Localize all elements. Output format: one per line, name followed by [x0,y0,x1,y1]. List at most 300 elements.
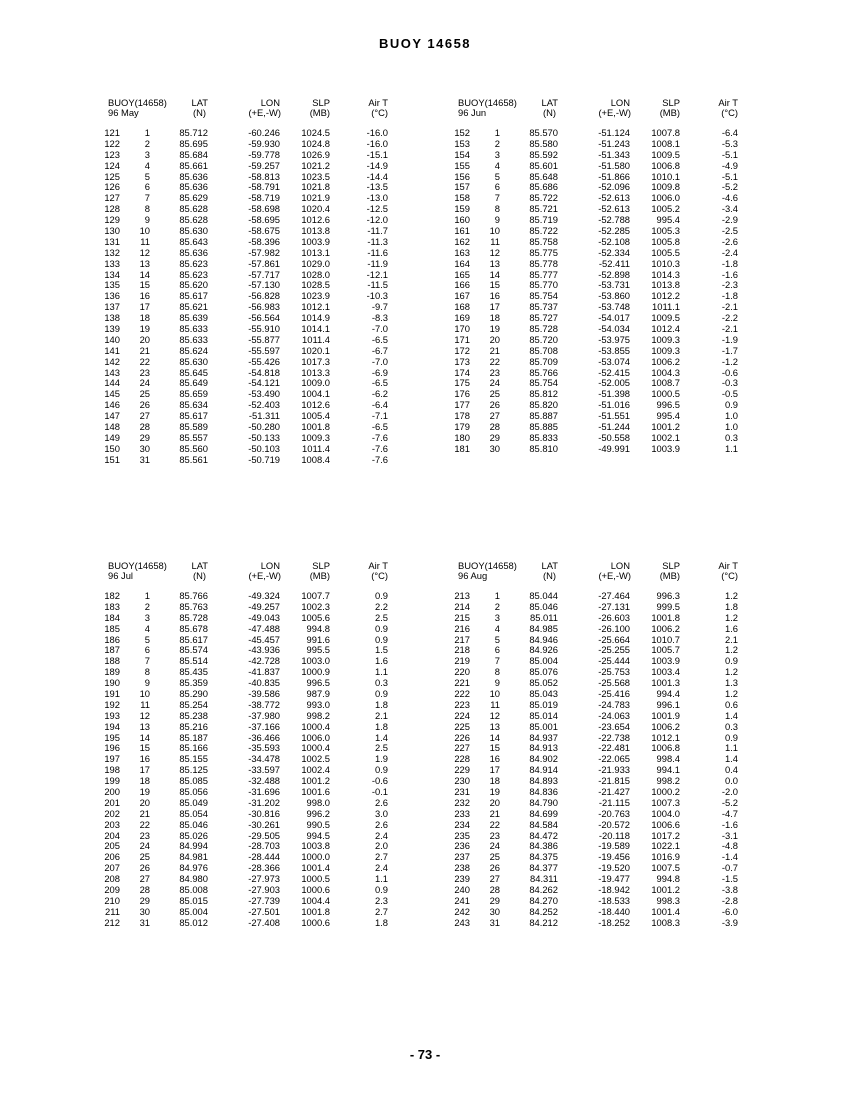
slp-cell: 1008.1 [651,137,680,149]
air-temp-cell: -3.9 [721,916,738,928]
lat-cell: 85.763 [179,600,208,612]
lat-cell: 84.270 [529,894,558,906]
air-temp-cell: 0.9 [724,655,738,667]
day-cell: 1 [494,127,500,138]
day-of-year-cell: 196 [104,742,120,754]
day-cell: 5 [494,633,500,645]
lon-cell: -58.698 [248,203,280,215]
day-of-year-cell: 201 [104,796,120,808]
day-of-year-cell: 175 [454,377,470,389]
day-of-year-cell: 215 [454,611,470,623]
header-lat: LAT [541,560,558,571]
day-of-year-cell: 203 [104,818,120,830]
day-of-year-cell: 239 [454,873,470,885]
lon-cell: -52.096 [598,181,630,193]
air-temp-cell: -7.0 [371,323,388,335]
day-cell: 25 [489,851,500,863]
slp-cell: 996.5 [306,677,330,689]
column-header [100,98,440,118]
air-temp-cell: 0.9 [724,731,738,743]
slp-cell: 1028.0 [301,268,330,280]
slp-cell: 990.5 [306,818,330,830]
day-cell: 12 [139,709,150,721]
header-air-temp: Air T [718,560,738,571]
air-temp-cell: -14.9 [366,159,388,171]
day-of-year-cell: 209 [104,884,120,896]
air-temp-cell: -6.0 [721,905,738,917]
slp-cell: 1012.4 [651,323,680,335]
air-temp-cell: -16.0 [366,127,388,138]
lon-cell: -56.828 [248,290,280,302]
slp-cell: 1024.5 [301,127,330,138]
day-cell: 26 [489,399,500,411]
lat-cell: 85.754 [529,377,558,389]
lon-cell: -36.466 [248,731,280,743]
day-cell: 28 [139,884,150,896]
air-temp-cell: -3.8 [721,884,738,896]
lon-cell: -52.415 [598,366,630,378]
day-cell: 1 [144,127,150,138]
air-temp-cell: -6.4 [721,127,738,138]
lon-cell: -54.121 [248,377,280,389]
lon-cell: -25.664 [598,633,630,645]
air-temp-cell: 0.9 [374,590,388,601]
air-temp-cell: 2.5 [374,611,388,623]
air-temp-cell: 1.3 [724,677,738,689]
day-of-year-cell: 228 [454,753,470,765]
lat-cell: 85.561 [179,453,208,465]
slp-cell: 1010.3 [651,257,680,269]
lat-cell: 85.633 [179,333,208,345]
slp-cell: 1001.2 [301,775,330,787]
lon-cell: -20.763 [598,807,630,819]
day-cell: 23 [489,829,500,841]
header-lon-unit: (+E,-W) [598,107,631,118]
slp-cell: 1008.4 [301,453,330,465]
air-temp-cell: 1.2 [724,666,738,678]
lon-cell: -19.589 [598,840,630,852]
lat-cell: 84.976 [179,862,208,874]
day-of-year-cell: 167 [454,290,470,302]
lat-cell: 85.514 [179,655,208,667]
header-air-temp-unit: (°C) [371,570,388,581]
day-of-year-cell: 173 [454,355,470,367]
day-cell: 12 [139,246,150,258]
lat-cell: 85.636 [179,181,208,193]
slp-cell: 1009.5 [651,148,680,160]
lat-cell: 85.004 [529,655,558,667]
lon-cell: -51.866 [598,170,630,182]
day-of-year-cell: 221 [454,677,470,689]
lat-cell: 85.686 [529,181,558,193]
table-row [450,722,790,733]
day-of-year-cell: 182 [104,590,120,601]
day-cell: 18 [139,775,150,787]
slp-cell: 1001.2 [651,421,680,433]
lat-cell: 84.980 [179,873,208,885]
lat-cell: 85.049 [179,796,208,808]
day-cell: 21 [139,807,150,819]
lat-cell: 85.777 [529,268,558,280]
lat-cell: 85.166 [179,742,208,754]
lat-cell: 84.377 [529,862,558,874]
lat-cell: 85.054 [179,807,208,819]
lat-cell: 84.893 [529,775,558,787]
lat-cell: 85.695 [179,137,208,149]
header-air-temp: Air T [368,560,388,571]
lon-cell: -26.603 [598,611,630,623]
day-of-year-cell: 177 [454,399,470,411]
day-of-year-cell: 160 [454,214,470,226]
header-air-temp-unit: (°C) [721,107,738,118]
day-cell: 23 [489,366,500,378]
day-cell: 6 [494,181,500,193]
lon-cell: -54.034 [598,323,630,335]
lat-cell: 85.592 [529,148,558,160]
lat-cell: 84.311 [530,873,558,885]
air-temp-cell: -11.6 [367,246,388,258]
header-lon-unit: (+E,-W) [248,107,281,118]
header-lon: LON [610,560,630,571]
lat-cell: 85.634 [179,399,208,411]
lon-cell: -58.396 [248,235,280,247]
lat-cell: 85.019 [529,698,558,710]
lon-cell: -28.366 [248,862,280,874]
air-temp-cell: -1.5 [721,873,738,885]
day-of-year-cell: 169 [454,312,470,324]
lon-cell: -56.564 [248,312,280,324]
slp-cell: 1006.2 [651,355,680,367]
header-air-temp-unit: (°C) [371,107,388,118]
lon-cell: -52.285 [598,225,630,237]
slp-cell: 987.9 [306,688,330,700]
lon-cell: -45.457 [248,633,280,645]
day-cell: 20 [139,333,150,345]
air-temp-cell: 0.4 [724,764,738,776]
lon-cell: -33.597 [248,764,280,776]
lat-cell: 85.661 [179,159,208,171]
slp-cell: 998.3 [656,894,680,906]
day-cell: 5 [494,170,500,182]
slp-cell: 1009.3 [651,344,680,356]
day-cell: 30 [489,905,500,917]
header-slp-unit: (MB) [659,107,680,118]
day-of-year-cell: 227 [454,742,470,754]
day-of-year-cell: 231 [454,786,470,798]
day-of-year-cell: 181 [454,442,470,454]
lat-cell: 85.820 [529,399,558,411]
day-of-year-cell: 157 [454,181,470,193]
day-cell: 24 [139,377,150,389]
lon-cell: -37.980 [248,709,280,721]
day-cell: 27 [489,410,500,422]
slp-cell: 1012.6 [301,214,330,226]
air-temp-cell: -1.8 [721,257,738,269]
lon-cell: -21.427 [598,786,630,798]
day-cell: 1 [144,590,150,601]
slp-cell: 1003.8 [301,840,330,852]
lon-cell: -58.695 [248,214,280,226]
lat-cell: 85.885 [529,421,558,433]
lon-cell: -22.481 [598,742,630,754]
day-cell: 16 [489,753,500,765]
lat-cell: 85.719 [529,214,558,226]
day-of-year-cell: 218 [454,644,470,656]
slp-cell: 1008.7 [651,377,680,389]
lon-cell: -28.703 [248,840,280,852]
day-cell: 26 [139,399,150,411]
day-of-year-cell: 200 [104,786,120,798]
slp-cell: 995.4 [656,410,680,422]
page-title: BUOY 14658 [378,36,472,51]
day-of-year-cell: 188 [104,655,120,667]
slp-cell: 1000.6 [301,884,330,896]
day-cell: 17 [139,301,150,313]
lon-cell: -25.568 [598,677,630,689]
day-cell: 7 [494,192,500,204]
air-temp-cell: 3.0 [374,807,388,819]
slp-cell: 995.4 [656,214,680,226]
air-temp-cell: -7.6 [371,442,388,454]
lat-cell: 85.775 [529,246,558,258]
slp-cell: 1003.9 [651,442,680,454]
slp-cell: 1006.2 [651,720,680,732]
air-temp-cell: -6.7 [371,344,388,356]
lon-cell: -49.324 [248,590,280,601]
air-temp-cell: -6.2 [371,388,388,400]
table-row [450,444,790,455]
lon-cell: -53.855 [598,344,630,356]
day-of-year-cell: 205 [104,840,120,852]
lat-cell: 85.187 [179,731,208,743]
day-of-year-cell: 223 [454,698,470,710]
air-temp-cell: -5.1 [721,170,738,182]
day-cell: 11 [140,698,150,710]
day-of-year-cell: 129 [104,214,120,226]
header-lat-unit: (N) [542,107,556,118]
day-cell: 16 [139,290,150,302]
lat-cell: 85.728 [529,323,558,335]
lon-cell: -53.748 [598,301,630,313]
lon-cell: -49.257 [248,600,280,612]
day-cell: 18 [139,312,150,324]
lat-cell: 84.902 [529,753,558,765]
lon-cell: -35.593 [248,742,280,754]
table-row [450,624,790,635]
day-cell: 24 [139,840,150,852]
lon-cell: -18.440 [598,905,630,917]
lat-cell: 85.754 [529,290,558,302]
lat-cell: 84.914 [529,764,558,776]
air-temp-cell: -12.5 [366,203,388,215]
table-row [100,624,440,635]
header-lon-unit: (+E,-W) [248,570,281,581]
slp-cell: 1001.8 [651,611,680,623]
day-cell: 22 [139,355,150,367]
air-temp-cell: 1.2 [724,688,738,700]
air-temp-cell: -2.0 [721,786,738,798]
air-temp-cell: 0.3 [724,720,738,732]
day-of-year-cell: 238 [454,862,470,874]
lat-cell: 85.833 [529,431,558,443]
day-of-year-cell: 222 [454,688,470,700]
lat-cell: 85.012 [179,916,208,928]
slp-cell: 1006.8 [651,159,680,171]
air-temp-cell: 2.4 [374,862,388,874]
day-of-year-cell: 147 [104,410,120,422]
air-temp-cell: 0.0 [724,775,738,787]
day-of-year-cell: 163 [454,246,470,258]
day-cell: 17 [139,764,150,776]
air-temp-cell: 1.4 [724,753,738,765]
air-temp-cell: 2.6 [374,796,388,808]
day-cell: 11 [140,235,150,247]
day-cell: 12 [489,246,500,258]
air-temp-cell: 1.2 [724,590,738,601]
air-temp-cell: 1.1 [724,442,738,454]
slp-cell: 1005.7 [651,644,680,656]
slp-cell: 1012.1 [651,731,680,743]
air-temp-cell: 2.7 [374,851,388,863]
lat-cell: 84.981 [179,851,208,863]
air-temp-cell: -5.3 [721,137,738,149]
lon-cell: -58.675 [248,225,280,237]
lon-cell: -26.100 [598,622,630,634]
air-temp-cell: -6.5 [371,333,388,345]
table-row [450,161,790,172]
air-temp-cell: 2.1 [724,633,738,645]
day-cell: 4 [144,159,150,171]
slp-cell: 994.8 [306,622,330,634]
header-slp: SLP [662,560,680,571]
day-cell: 8 [494,666,500,678]
slp-cell: 1017.2 [651,829,680,841]
day-cell: 23 [139,829,150,841]
day-cell: 14 [139,731,150,743]
lat-cell: 84.913 [529,742,558,754]
day-of-year-cell: 216 [454,622,470,634]
day-of-year-cell: 122 [104,137,120,149]
air-temp-cell: -6.9 [371,366,388,378]
air-temp-cell: -2.9 [721,214,738,226]
day-of-year-cell: 137 [104,301,120,313]
air-temp-cell: -14.4 [366,170,388,182]
air-temp-cell: -11.5 [367,279,388,291]
slp-cell: 1024.8 [301,137,330,149]
slp-cell: 1020.4 [301,203,330,215]
slp-cell: 1005.6 [301,611,330,623]
air-temp-cell: -1.7 [721,344,738,356]
lon-cell: -52.788 [598,214,630,226]
slp-cell: 1007.7 [301,590,330,601]
lon-cell: -51.343 [598,148,630,160]
day-of-year-cell: 121 [104,127,120,138]
header-air-temp: Air T [718,97,738,108]
slp-cell: 1002.3 [301,600,330,612]
lon-cell: -51.580 [598,159,630,171]
lat-cell: 85.727 [529,312,558,324]
lon-cell: -20.572 [598,818,630,830]
slp-cell: 1017.3 [301,355,330,367]
air-temp-cell: -12.1 [366,268,388,280]
day-cell: 15 [139,742,150,754]
day-cell: 13 [489,720,500,732]
day-cell: 14 [139,268,150,280]
air-temp-cell: -0.5 [721,388,738,400]
air-temp-cell: -4.8 [721,840,738,852]
air-temp-cell: -16.0 [366,137,388,149]
lat-cell: 84.699 [529,807,558,819]
day-of-year-cell: 142 [104,355,120,367]
lat-cell: 85.076 [529,666,558,678]
table-row [100,455,440,466]
lon-cell: -50.103 [248,442,280,454]
slp-cell: 1000.4 [301,742,330,754]
slp-cell: 1002.4 [301,764,330,776]
header-month: 96 Jul [108,570,134,581]
slp-cell: 1023.9 [301,290,330,302]
lat-cell: 85.004 [179,905,208,917]
lon-cell: -43.936 [248,644,280,656]
air-temp-cell: 1.4 [374,731,388,743]
slp-cell: 1001.8 [301,905,330,917]
day-cell: 27 [489,873,500,885]
day-cell: 4 [494,159,500,171]
slp-cell: 1023.5 [301,170,330,182]
lat-cell: 84.584 [529,818,558,830]
slp-cell: 1009.5 [651,312,680,324]
day-of-year-cell: 235 [454,829,470,841]
lon-cell: -51.551 [598,410,630,422]
day-of-year-cell: 204 [104,829,120,841]
lon-cell: -32.488 [248,775,280,787]
table-row [450,820,790,831]
air-temp-cell: -12.0 [366,214,388,226]
slp-cell: 1000.6 [301,916,330,928]
air-temp-cell: -8.3 [371,312,388,324]
slp-cell: 1029.0 [301,257,330,269]
lat-cell: 85.728 [179,611,208,623]
lon-cell: -25.753 [598,666,630,678]
lon-cell: -51.311 [248,410,280,422]
lon-cell: -52.613 [598,192,630,204]
slp-cell: 1004.4 [301,894,330,906]
slp-cell: 993.0 [306,698,330,710]
slp-cell: 1014.3 [651,268,680,280]
lon-cell: -31.696 [248,786,280,798]
day-of-year-cell: 168 [454,301,470,313]
day-cell: 19 [489,786,500,798]
header-lon: LON [260,97,280,108]
day-of-year-cell: 133 [104,257,120,269]
air-temp-cell: 2.2 [374,600,388,612]
slp-cell: 1013.8 [651,279,680,291]
lon-cell: -20.118 [598,829,630,841]
air-temp-cell: -6.5 [371,421,388,433]
lon-cell: -49.043 [248,611,280,623]
slp-cell: 1007.5 [651,862,680,874]
lon-cell: -55.597 [248,344,280,356]
header-slp-unit: (MB) [309,107,330,118]
air-temp-cell: -11.9 [367,257,388,269]
day-of-year-cell: 229 [454,764,470,776]
day-of-year-cell: 186 [104,633,120,645]
day-cell: 22 [489,818,500,830]
air-temp-cell: -1.9 [721,333,738,345]
day-of-year-cell: 236 [454,840,470,852]
lat-cell: 85.601 [529,159,558,171]
lon-cell: -50.133 [248,431,280,443]
